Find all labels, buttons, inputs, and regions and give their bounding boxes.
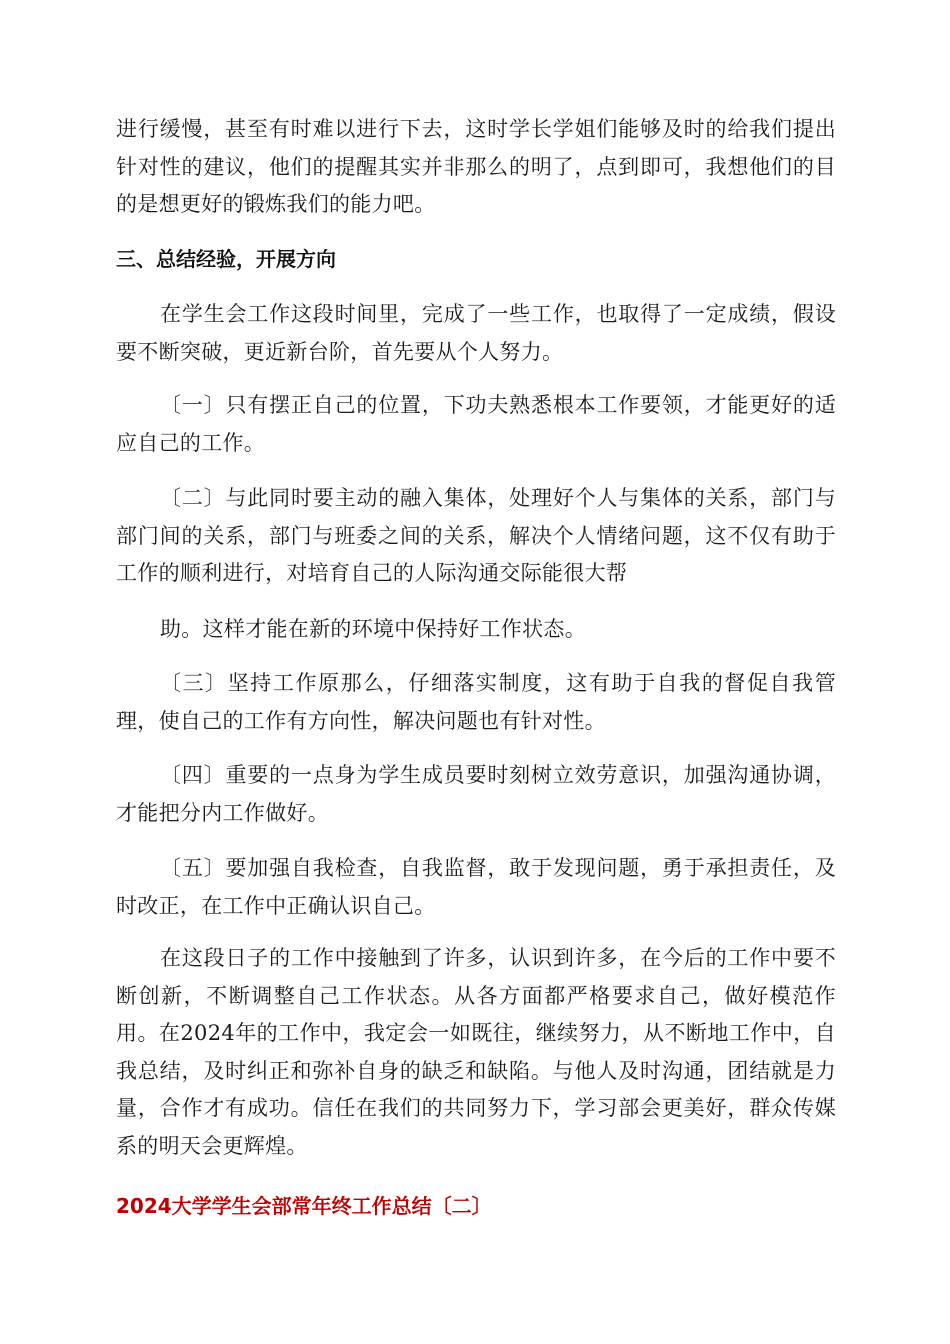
section-title-heading: 2024大学学生会部常年终工作总结〔二〕 [116,1194,492,1218]
list-item-5: 〔五〕要加强自我检查，自我监督，敢于发现问题，勇于承担责任，及时改正，在工作中正确认识自己。 [116,856,836,918]
list-item-4: 〔四〕重要的一点身为学生成员要时刻树立效劳意识，加强沟通协调，才能把分内工作做好。 [116,763,836,825]
section-heading: 三、总结经验，开展方向 [116,247,336,271]
paragraph-intro: 在学生会工作这段时间里，完成了一些工作，也取得了一定成绩，假设要不断突破，更近新台阶，首先要从个人努力。 [116,302,836,364]
list-item-3: 〔三〕坚持工作原那么，仔细落实制度，这有助于自我的督促自我管理，使自己的工作有方向性，解决问题也有针对性。 [116,671,836,733]
list-item-1: 〔一〕只有摆正自己的位置，下功夫熟悉根本工作要领，才能更好的适应自己的工作。 [116,393,836,455]
paragraph-conclusion: 在这段日子的工作中接触到了许多，认识到许多，在今后的工作中要不断创新，不断调整自己工作状态。从各方面都严格要求自己，做好模范作用。在2024年的工作中，我定会一如既往，继续努力，从不断地工作中，自我总结，及时纠正和弥补自身的缺乏和缺陷。与他人及时沟通，团结就是力量，合作才有成功。信任在我们的共同努力下，学习部会更美好，群众传媒系的明天会更辉煌。 [116,946,836,1158]
list-item-2: 〔二〕与此同时要主动的融入集体，处理好个人与集体的关系，部门与部门间的关系，部门与班委之间的关系，解决个人情绪问题，这不仅有助于工作的顺利进行，对培育自己的人际沟通交际能很大帮 [116,486,836,585]
list-item-2-continuation: 助。这样才能在新的环境中保持好工作状态。 [160,617,586,641]
paragraph-continuation: 进行缓慢，甚至有时难以进行下去，这时学长学姐们能够及时的给我们提出针对性的建议，他们的提醒其实并非那么的明了，点到即可，我想他们的目的是想更好的锻炼我们的能力吧。 [116,117,836,216]
